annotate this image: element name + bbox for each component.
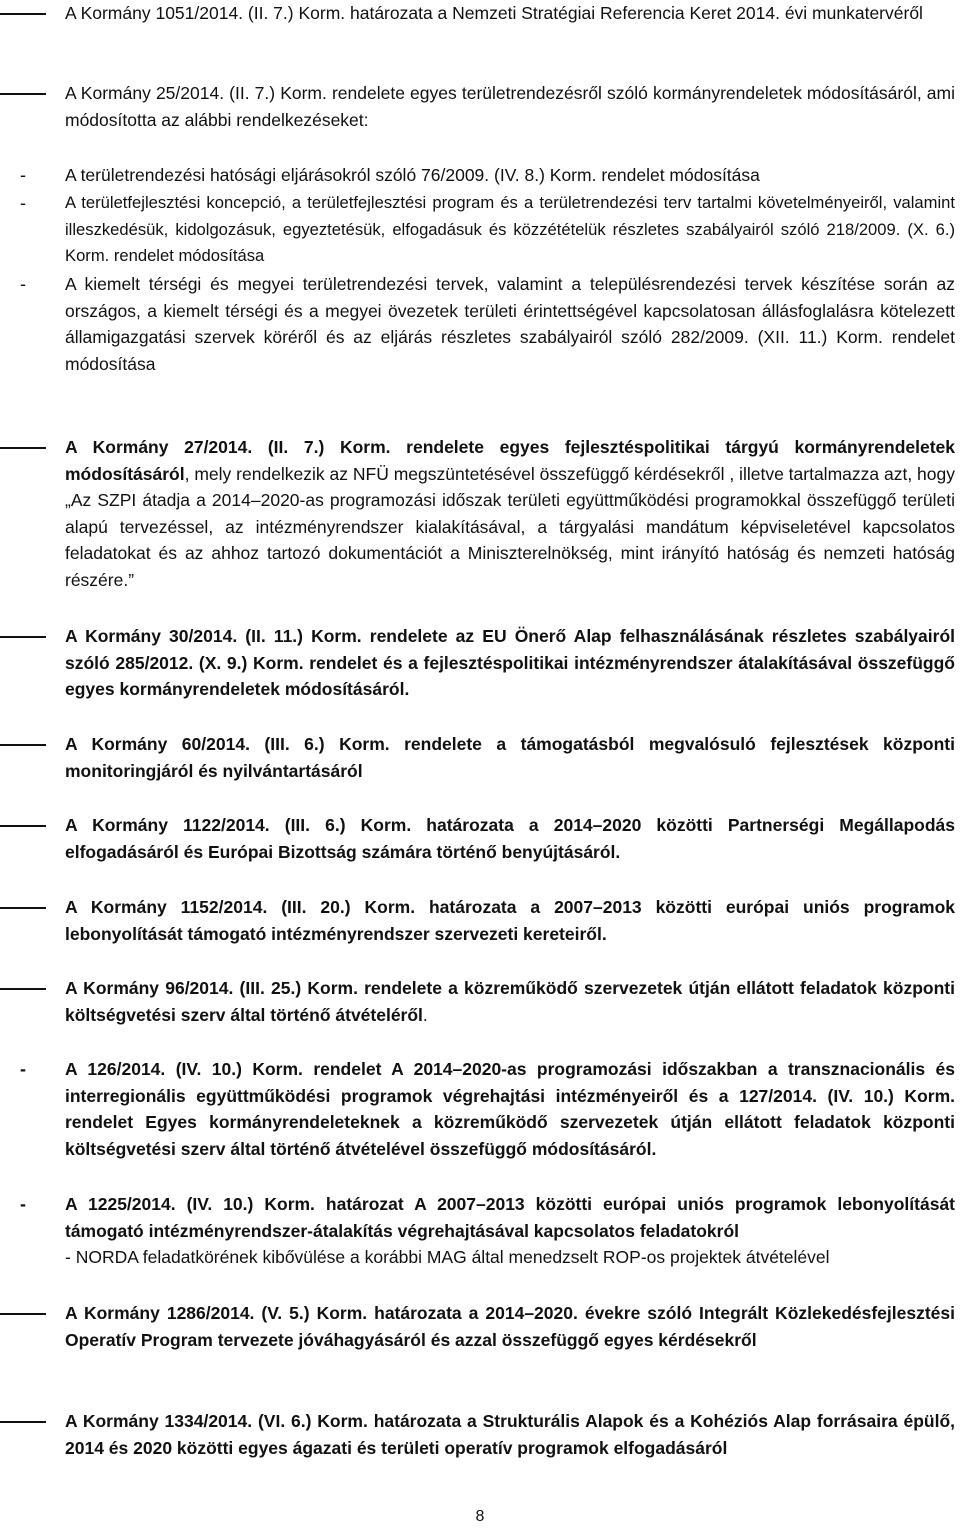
dash-bullet	[0, 1313, 46, 1315]
dash-bullet	[0, 447, 46, 449]
entry-text: A Kormány 96/2014. (III. 25.) Korm. rendelete a közreműködő szervezetek útján ellátott feladatok központi költségvetési szerv által történő átvételéről.	[65, 978, 955, 1025]
dash-bullet	[0, 907, 46, 909]
hyphen-bullet: -	[20, 274, 26, 294]
hyphen-bullet: -	[20, 1194, 26, 1214]
dash-bullet	[0, 825, 46, 827]
entry-text: A Kormány 30/2014. (II. 11.) Korm. rendelete az EU Önerő Alap felhasználásának részletes szabályairól szóló 285/2012. (X. 9.) Korm. rendelet és a fejlesztéspolitikai intézményrendszer átalakításával összefüggő egyes kormányrendeletek módosításáról.	[65, 626, 955, 699]
hyphen-bullet: -	[20, 193, 26, 213]
entry-text: A területfejlesztési koncepció, a területfejlesztési program és a területrendezési terv tartalmi követelményeiről, valamint illeszkedésük, kidolgozásuk, egyeztetésük, elfogadásuk és közzétételük részletes szabályairól szóló 218/2009. (X. 6.) Korm. rendelet módosítása	[65, 193, 955, 265]
entry-text: A Kormány 1334/2014. (VI. 6.) Korm. határozata a Strukturális Alapok és a Kohéziós Alap forrásaira épülő, 2014 és 2020 közötti egyes ágazati és területi operatív programok elfogadásáról	[65, 1411, 955, 1458]
entry-text: A területrendezési hatósági eljárásokról szóló 76/2009. (IV. 8.) Korm. rendelet módosítása	[65, 165, 760, 185]
dash-bullet	[0, 988, 46, 990]
entry-text: A Kormány 60/2014. (III. 6.) Korm. rendelete a támogatásból megvalósuló fejlesztések központi monitoringjáról és nyilvántartásáról	[65, 734, 955, 781]
entry-text: A Kormány 1152/2014. (III. 20.) Korm. határozata a 2007–2013 közötti európai uniós programok lebonyolítását támogató intézményrendszer szervezeti kereteiről.	[65, 897, 955, 944]
entry-text: A Kormány 27/2014. (II. 7.) Korm. rendelete egyes fejlesztéspolitikai tárgyú kormányrendeletek módosításáról, mely rendelkezik az NFÜ megszüntetésével összefüggő kérdésekről , illetve tartalmazza azt, hogy „Az SZPI átadja a 2014–2020-as programozási időszak területi együttműködési programokkal összefüggő területi alapú tervezéssel, az intézményrendszer kialakításával, a tárgyalási mandátum képviseletével kapcsolatos feladatokat és az ahhoz tartozó dokumentációt a Miniszterelnökség, mint irányító hatóság és nemzeti hatóság részére.”	[65, 437, 955, 590]
hyphen-bullet: -	[20, 165, 26, 185]
entry-text: A 1225/2014. (IV. 10.) Korm. határozat A 2007–2013 közötti európai uniós programok lebonyolítását támogató intézményrendszer-átalakítás végrehajtásával kapcsolatos feladatokról - NORDA feladatkörének kibővülése a korábbi MAG által menedzselt ROP-os projektek átvételével	[65, 1194, 955, 1267]
entry-text: A 126/2014. (IV. 10.) Korm. rendelet A 2014–2020-as programozási időszakban a transznacionális és interregionális együttműködési programok végrehajtási intézményeiről és a 127/2014. (IV. 10.) Korm. rendelet Egyes kormányrendeleteknek a közreműködő szervezetek útján ellátott feladatok központi költségvetési szerv által történő átvételével összefüggő módosításáról.	[65, 1059, 955, 1159]
dash-bullet	[0, 1421, 46, 1423]
entry-text: A Kormány 25/2014. (II. 7.) Korm. rendelete egyes területrendezésről szóló kormányrendeletek módosításáról, ami módosította az alábbi rendelkezéseket:	[65, 83, 955, 130]
page-number: 8	[475, 1508, 485, 1525]
entry-text: A Kormány 1051/2014. (II. 7.) Korm. határozata a Nemzeti Stratégiai Referencia Keret 2014. évi munkatervéről	[65, 3, 923, 23]
dash-bullet	[0, 636, 46, 638]
entry-text: A Kormány 1122/2014. (III. 6.) Korm. határozata a 2014–2020 közötti Partnerségi Megállapodás elfogadásáról és Európai Bizottság számára történő benyújtásáról.	[65, 815, 955, 862]
entry-text: A kiemelt térségi és megyei területrendezési tervek, valamint a településrendezési tervek készítése során az országos, a kiemelt térségi és a megyei övezetek területi érintettségével kapcsolatosan állásfoglalásra kötelezett államigazgatási szervek köréről és az eljárás részletes szabályairól szóló 282/2009. (XII. 11.) Korm. rendelet módosítása	[65, 274, 955, 374]
dash-bullet	[0, 13, 46, 15]
dash-bullet	[0, 93, 46, 95]
dash-bullet	[0, 744, 46, 746]
entry-text: A Kormány 1286/2014. (V. 5.) Korm. határozata a 2014–2020. évekre szóló Integrált Közlekedésfejlesztési Operatív Program tervezete jóváhagyásáról és azzal összefüggő egyes kérdésekről	[65, 1303, 955, 1350]
hyphen-bullet: -	[20, 1059, 26, 1079]
